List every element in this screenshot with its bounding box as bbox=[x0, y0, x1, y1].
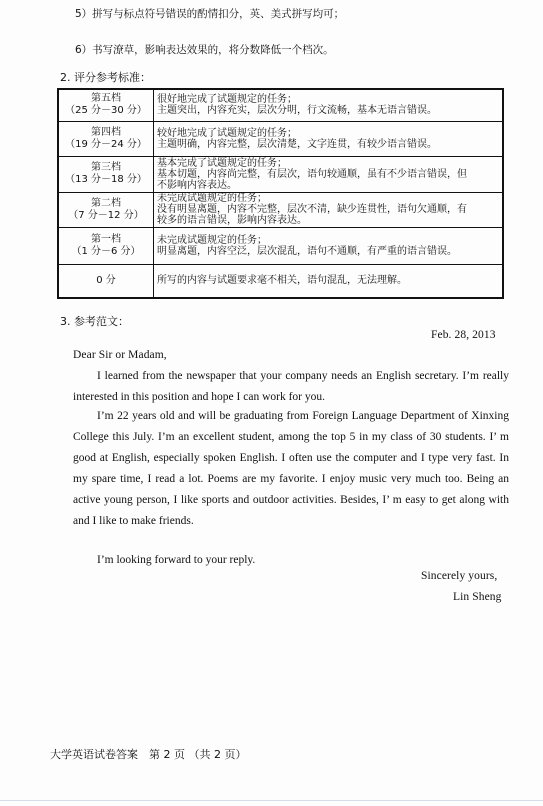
criteria-line: 较多的语言错误，影响内容表达。 bbox=[157, 215, 307, 226]
grade-name: 第四档 bbox=[91, 126, 121, 138]
letter-paragraph-2: I’m 22 years old and will be graduating from Foreign Language Department of Xinxing College this July. I’m an excellent student, among the top 5 in my class of 30 students. I’ m good at English, especially spoken English. I often use the computer and I type very fast. In my spare time, I read a lot. Poems are my favorite. I enjoy music very much too. Being an active young person, I like sports and outdoor activities. Besides, I’ m easy to get along with and I like to make friends. bbox=[73, 410, 509, 527]
criteria-line: 没有明显离题，内容不完整，层次不清，缺少连贯性，语句欠通顺，有 bbox=[157, 204, 467, 215]
letter-closing: Sincerely yours, bbox=[421, 570, 498, 582]
criteria-cell bbox=[154, 227, 504, 264]
grade-cell bbox=[58, 121, 154, 156]
criteria-line: 很好地完成了试题规定的任务； bbox=[157, 94, 297, 106]
criteria-line: 未完成试题规定的任务； bbox=[157, 234, 267, 246]
bottom-divider bbox=[0, 800, 543, 801]
criteria-cell bbox=[154, 121, 504, 156]
grade-range: （7 分－12 分） bbox=[68, 209, 144, 221]
criteria-line: 主题突出，内容充实，层次分明，行文流畅，基本无语言错误。 bbox=[157, 105, 437, 117]
criteria-line: 不影响内容表达。 bbox=[157, 179, 237, 191]
grade-cell bbox=[58, 264, 154, 298]
table-row bbox=[58, 156, 503, 192]
table-row bbox=[58, 227, 503, 264]
grade-name: 第一档 bbox=[91, 233, 121, 245]
table-row bbox=[58, 89, 503, 121]
grade-cell bbox=[58, 192, 154, 227]
grade-cell bbox=[58, 227, 154, 264]
criteria-cell bbox=[154, 89, 504, 121]
letter-date: Feb. 28, 2013 bbox=[431, 329, 496, 341]
grade-range: （19 分－24 分） bbox=[65, 138, 147, 150]
grade-range: （1 分－6 分） bbox=[71, 245, 141, 257]
grade-range: （13 分－18 分） bbox=[65, 174, 147, 185]
grade-cell bbox=[58, 89, 154, 121]
grade-name: 第二档 bbox=[91, 197, 121, 209]
criteria-line: 明显离题，内容空泛，层次混乱，语句不通顺，有严重的语言错误。 bbox=[157, 245, 457, 257]
letter-paragraph-3: I’m looking forward to your reply. bbox=[97, 554, 256, 566]
grade-cell bbox=[58, 156, 154, 192]
criteria-line: 基本完成了试题规定的任务； bbox=[157, 157, 287, 169]
section-2-heading: 2. 评分参考标准： bbox=[60, 71, 151, 84]
criteria-line: 主题明确，内容完整，层次清楚，文字连贯，有较少语言错误。 bbox=[157, 138, 437, 150]
rule-item-5: 5）拼写与标点符号错误的酌情扣分，英、美式拼写均可； bbox=[75, 8, 345, 20]
criteria-line: 较好地完成了试题规定的任务； bbox=[157, 127, 297, 139]
criteria-cell bbox=[154, 192, 504, 227]
table-row bbox=[58, 121, 503, 156]
section-3-heading: 3. 参考范文： bbox=[60, 315, 129, 328]
rule-item-6: 6）书写潦草，影响表达效果的，将分数降低一个档次。 bbox=[75, 44, 334, 56]
grade-name: 0 分 bbox=[96, 274, 116, 286]
grade-name: 第五档 bbox=[91, 93, 121, 105]
criteria-line: 未完成试题规定的任务； bbox=[157, 193, 267, 204]
grade-range: （25 分－30 分） bbox=[65, 105, 147, 117]
criteria-cell bbox=[154, 264, 504, 298]
letter-paragraph-1: I learned from the newspaper that your company needs an English secretary. I’m really interested in this position and hope I can work for you. bbox=[73, 370, 509, 403]
grade-name: 第三档 bbox=[91, 162, 121, 173]
scoring-table bbox=[57, 88, 504, 299]
page-footer: 大学英语试卷答案 第 2 页 （共 2 页） bbox=[50, 748, 247, 761]
scoring-table-container bbox=[57, 88, 504, 299]
table-row bbox=[58, 264, 503, 298]
letter-salutation: Dear Sir or Madam, bbox=[73, 349, 167, 361]
criteria-line: 所写的内容与试题要求毫不相关，语句混乱，无法理解。 bbox=[157, 275, 407, 287]
criteria-cell bbox=[154, 156, 504, 192]
table-row bbox=[58, 192, 503, 227]
criteria-line: 基本切题，内容尚完整，有层次，语句较通顺，虽有不少语言错误，但 bbox=[157, 168, 467, 180]
letter-signature: Lin Sheng bbox=[453, 591, 502, 603]
